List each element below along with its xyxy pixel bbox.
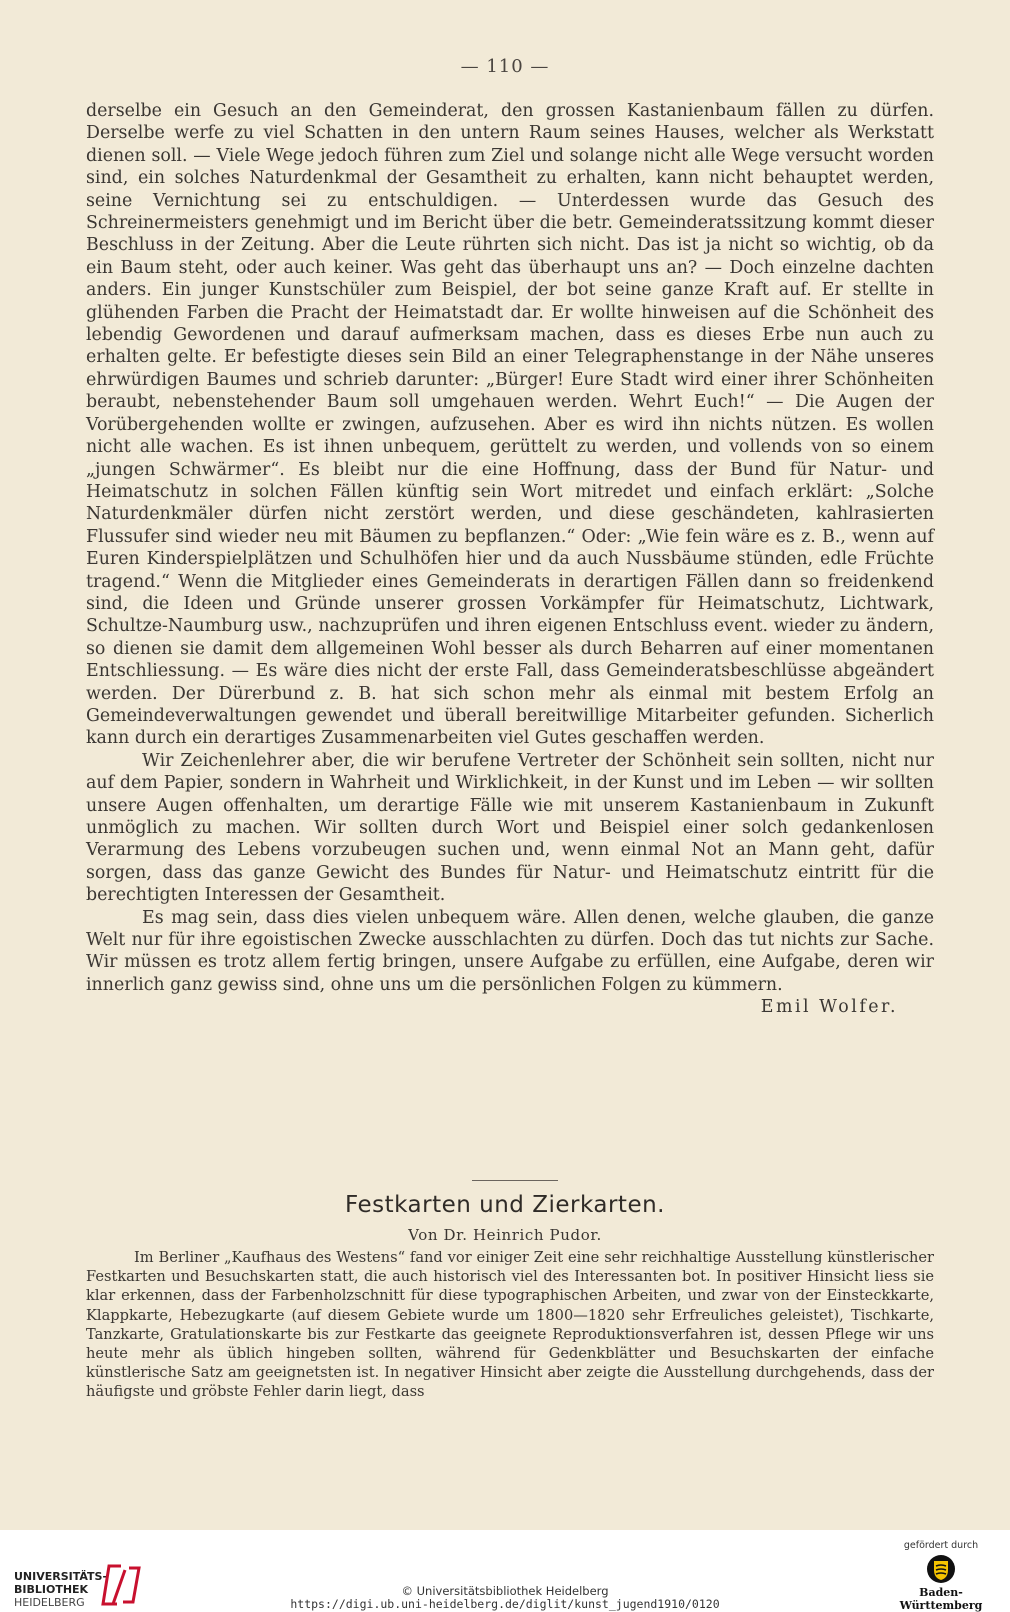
funding-notice [886, 1540, 996, 1612]
baden-wuerttemberg-coat-of-arms-icon [926, 1554, 956, 1584]
article-paragraph-1: Im Berliner „Kaufhaus des Westens“ fand vor einiger Zeit eine sehr reichhaltige Ausstellung künstlerischer Festkarten und Besuchskarten statt, die auch historisch viel des Interessanten bot. In positiver Hinsicht liess sie klar erkennen, dass der Farbenholzschnitt für diese typographischen Arbeiten, und zwar von der Einsteckkarte, Klappkarte, Hebezugkarte (auf diesem Gebiete wurde um 1800—1820 sehr Erfreuliches geleistet), Tischkarte, Tanzkarte, Gratulationskarte bis zur Festkarte das geeignete Reproduktionsverfahren ist, dessen Pflege wir uns heute mehr als üblich hingeben sollten, während für Gedenkblätter und Besuchskarten der einfache künstlerische Satz am geeignetsten ist. In negativer Hinsicht aber zeigte die Ausstellung durchgehends, dass der häufigste und gröbste Fehler darin liegt, dass [86, 1249, 934, 1401]
article-byline: Von Dr. Heinrich Pudor. [408, 1226, 602, 1244]
essay-paragraph-3: Es mag sein, dass dies vielen unbequem wäre. Allen denen, welche glauben, die ganze Welt nur für ihre egoistischen Zwecke ausschlachten zu dürfen. Doch das tut nichts zur Sache. Wir müssen es trotz allem fertig bringen, unsere Aufgabe zu erfüllen, eine Aufgabe, deren wir innerlich ganz gewiss sind, ohne uns um die persönlichen Folgen zu kümmern. [86, 907, 934, 995]
section-divider [472, 1180, 558, 1181]
article-text [86, 1248, 934, 1402]
funded-by-label: gefördert durch [903, 1540, 979, 1551]
permalink-url[interactable]: https://digi.ub.uni-heidelberg.de/diglit/kunst_jugend1910/0120 [290, 1597, 720, 1611]
viewer-footer [0, 1530, 1010, 1611]
library-name-line-1: UNIVERSITÄTS- [14, 1570, 108, 1583]
essay-paragraph-1: derselbe ein Gesuch an den Gemeinderat, den grossen Kastanienbaum fällen zu dürfen. Derselbe werfe zu viel Schatten in den untern Raum seines Hauses, welcher als Werkstatt dienen soll. — Viele Wege jedoch führen zum Ziel und solange nicht alle Wege versucht worden sind, ein solches Naturdenkmal der Gesamtheit zu erhalten, kann nicht behauptet werden, seine Vernichtung sei zu entschuldigen. — Unterdessen wurde das Gesuch des Schreinermeisters genehmigt und im Bericht über die betr. Gemeinderatssitzung kommt dieser Beschluss in der Zeitung. Aber die Leute rührten sich nicht. Das ist ja nicht so wichtig, ob da ein Baum steht, oder auch keiner. Was geht das überhaupt uns an? — Doch einzelne dachten anders. Ein junger Kunstschüler zum Beispiel, der bot seine ganze Kraft auf. Er stellte in glühenden Farben die Pracht der Heimatstadt dar. Er wollte hinweisen auf die Schönheit des lebendig Gewordenen und darauf aufmerksam machen, dass es dieses Erbe nun auch zu erhalten gelte. Er befestigte dieses sein Bild an einer Telegraphenstange in der Nähe unseres ehrwürdigen Baumes und schrieb darunter: „Bürger! Eure Stadt wird einer ihrer Schönheiten beraubt, nebenstehender Baum soll umgehauen werden. Wehrt Euch!“ — Die Augen der Vorübergehenden wollte er zwingen, aufzusehen. Aber es wird ihn nichts nützen. Es wollen nicht alle wachen. Es ist ihnen unbequem, gerüttelt zu werden, und vollends von so einem „jungen Schwärmer“. Es bleibt nur die eine Hoffnung, dass der Bund für Natur- und Heimatschutz in solchen Fällen künftig sein Wort mitredet und einfach erklärt: „Solche Naturdenkmäler dürfen nicht zerstört werden, und diese geschändeten, kahlrasierten Flussufer sind wieder neu mit Bäumen zu bepflanzen.“ Oder: „Wie fein wäre es z. B., wenn auf Euren Kinderspielplätzen und Schulhöfen hier und da auch Nussbäume stünden, edle Früchte tragend.“ Wenn die Mitglieder eines Gemeinderats in derartigen Fällen dann so freidenkend sind, die Ideen und Gründe unserer grossen Vorkämpfer für Heimatschutz, Lichtwark, Schultze-Naumburg usw., nachzuprüfen und ihren eigenen Entschluss event. wieder zu ändern, so dienen sie damit dem allgemeinen Wohl besser als durch Beharren auf einer momentanen Entschliessung. — Es wäre dies nicht der erste Fall, dass Gemeinderatsbeschlüsse abgeändert werden. Der Dürerbund z. B. hat sich schon mehr als einmal mit bestem Erfolg an Gemeindeverwaltungen gewendet und überall bereitwillige Mitarbeiter gefunden. Sicherlich kann durch ein derartiges Zusammenarbeiten viel Gutes geschaffen werden. [86, 101, 934, 749]
essay-text [86, 100, 934, 1019]
library-name-line-3: HEIDELBERG [14, 1596, 85, 1609]
page-number: — 110 — [460, 56, 550, 77]
copyright-notice: © Universitätsbibliothek Heidelberg [401, 1584, 609, 1598]
essay-author: Emil Wolfer. [760, 997, 898, 1018]
state-name: Baden-Württemberg [899, 1586, 983, 1612]
library-name-line-2: BIBLIOTHEK [14, 1583, 89, 1596]
essay-paragraph-2: Wir Zeichenlehrer aber, die wir berufene Vertreter der Schönheit sein sollten, nicht nur auf dem Papier, sondern in Wahrheit und Wirklichkeit, in der Kunst und im Leben — wir sollten unsere Augen offenhalten, um derartige Fälle wie mit unserem Kastanienbaum in Zukunft unmöglich zu machen. Wir sollten durch Wort und Beispiel einer solch gedankenlosen Verarmung des Lebens vorzubeugen suchen und, wenn einmal Not an Mann geht, dafür sorgen, dass das ganze Gewicht des Bundes für Natur- und Heimatschutz eintritt für die berechtigten Interessen der Gesamtheit. [86, 750, 934, 906]
article-title: Festkarten und Zierkarten. [345, 1192, 665, 1218]
